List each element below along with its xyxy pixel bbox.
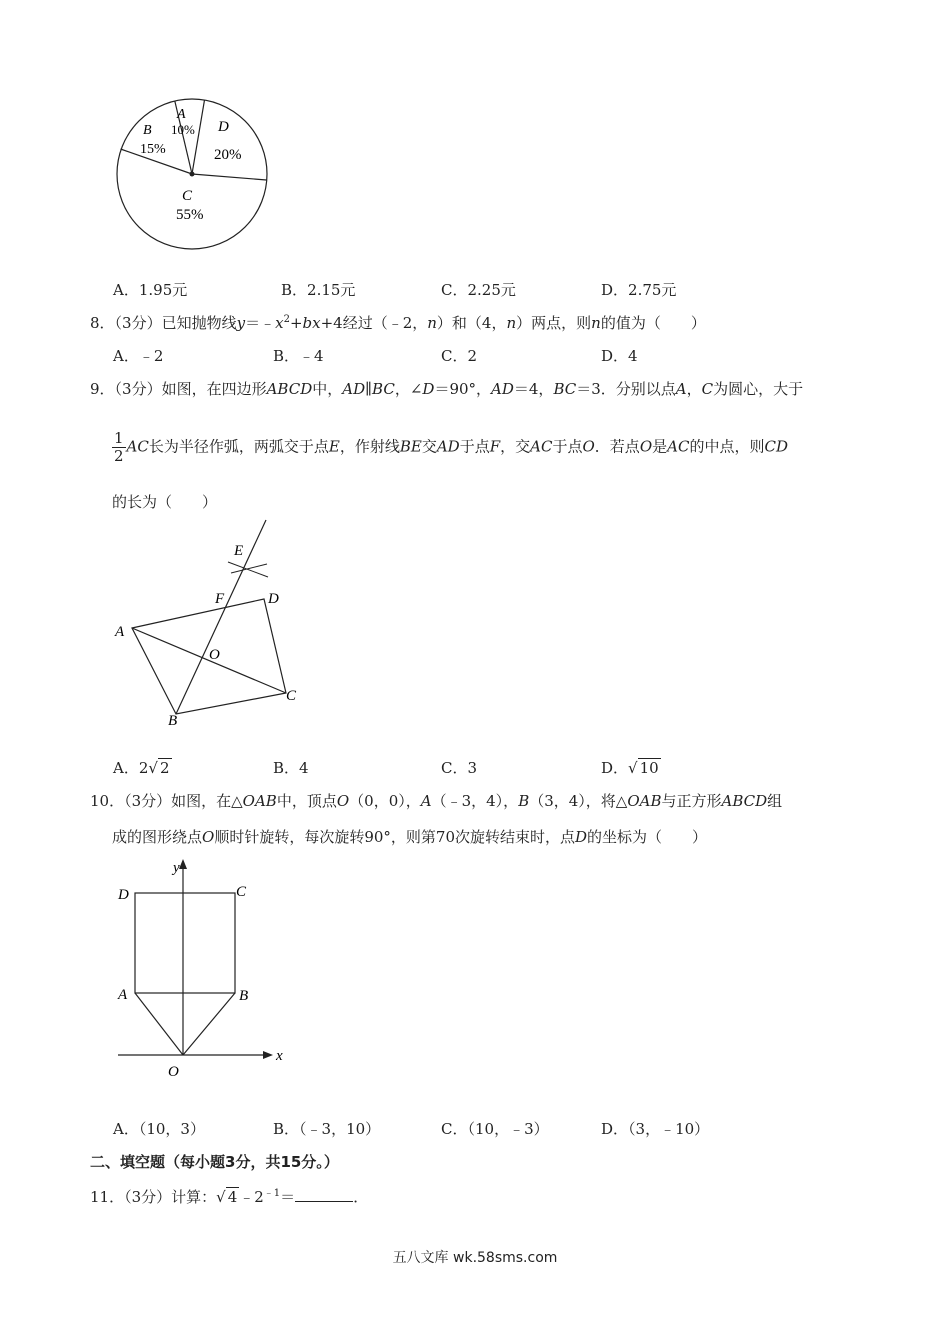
q8-var-n1: n <box>427 314 437 332</box>
q9-t7: ， <box>686 380 702 398</box>
q10-option-b[interactable]: B．（﹣3，10） <box>273 1120 381 1138</box>
q11-eq: ＝ <box>280 1188 296 1206</box>
q9-frac-den: 2 <box>114 447 124 465</box>
q9-t4: ＝90°， <box>434 380 492 398</box>
q9-t5: ＝4， <box>513 380 554 398</box>
q11-end: ． <box>353 1188 369 1206</box>
q10-option-a[interactable]: A．（10，3） <box>113 1120 205 1138</box>
sqrt-icon: √ 2 <box>148 759 170 777</box>
q10-stem-line1 <box>90 790 782 811</box>
q8-text-4: ）两点，则 <box>516 314 592 332</box>
y-axis-arrow-icon <box>179 859 187 869</box>
q9-option-a-radicand: 2 <box>159 759 170 777</box>
q9-l2-t4: 于点 <box>459 437 490 456</box>
q9-bc: BC <box>372 380 395 398</box>
q10-label-a: A <box>118 987 128 1003</box>
q9-label-b: B <box>168 713 178 729</box>
q9-l2-t3: 交 <box>421 437 437 456</box>
q9-option-d-radicand: 10 <box>639 759 659 777</box>
q9-stem-line2 <box>112 430 788 465</box>
q8-text-1: （3分）已知抛物线 <box>114 314 237 332</box>
q10-option-c[interactable]: C．（10，﹣3） <box>441 1120 549 1138</box>
q8-var-bx: bx <box>302 314 321 332</box>
q9-label-o: O <box>209 647 220 663</box>
q8-eq: ＝﹣ <box>245 314 276 332</box>
q11-exponent: ﹣1 <box>263 1188 281 1199</box>
q10-label-b: B <box>239 988 249 1004</box>
q9-option-a[interactable] <box>113 757 172 778</box>
q8-plus: + <box>289 314 303 332</box>
q9-l2-t9: 的中点，则 <box>689 437 765 456</box>
pie-label-c: C <box>182 188 193 204</box>
q10-abcd: ABCD <box>721 792 768 810</box>
q8-var-n2: n <box>506 314 517 332</box>
q9-option-b[interactable]: B．4 <box>273 759 309 777</box>
q9-stem-line1 <box>90 378 803 399</box>
q9-ad2: AD <box>491 380 514 398</box>
q9-c: C <box>701 380 714 398</box>
q10-label-d: D <box>118 887 129 903</box>
q9-stem-line3: 的长为（ ） <box>112 493 218 511</box>
q8-var-x: x <box>275 314 284 332</box>
q8-text-2: +4经过（﹣2， <box>320 314 428 332</box>
q10-option-d[interactable]: D．（3，﹣10） <box>601 1120 710 1138</box>
q7-option-a[interactable]: A．1.95元 <box>113 281 188 299</box>
q10-d: D <box>575 828 588 846</box>
q9-label-e: E <box>234 543 244 559</box>
q10-coordinate-figure <box>110 855 300 1085</box>
q9-l2-t2: ，作射线 <box>339 437 400 456</box>
q9-label-c: C <box>286 688 297 704</box>
q11-mid: ﹣2 <box>239 1188 264 1206</box>
q10-label-o: O <box>168 1064 179 1080</box>
q11-answer-blank[interactable] <box>295 1187 353 1202</box>
q9-geometry-figure <box>110 515 310 730</box>
q9-t0: 9．（3分）如图，在四边形 <box>90 380 267 398</box>
q10-o: O <box>336 792 350 810</box>
q9-l2-t8: 是 <box>652 437 668 456</box>
q9-l2-ac: AC <box>126 437 149 456</box>
q10-label-y: y <box>173 860 180 876</box>
q8-text-3: ）和（4， <box>436 314 507 332</box>
q11-stem <box>90 1184 368 1207</box>
sqrt-icon: √ 4 <box>216 1188 238 1206</box>
q10-oab: OAB <box>242 792 277 810</box>
pie-percent-c: 55% <box>176 207 204 223</box>
q8-var-y: y <box>236 314 246 332</box>
q10-t-d: （﹣3，4）， <box>431 792 519 810</box>
pie-divider-cd <box>192 174 267 180</box>
q9-d: D <box>422 380 435 398</box>
q8-option-c[interactable]: C．2 <box>441 347 478 365</box>
q9-abcd: ABCD <box>266 380 313 398</box>
q10-l2-c: 的坐标为（ ） <box>587 828 708 846</box>
q9-frac-num: 1 <box>114 429 124 447</box>
q7-option-b[interactable]: B．2.15元 <box>281 281 356 299</box>
q9-option-c[interactable]: C．3 <box>441 759 478 777</box>
q9-option-a-prefix: A．2 <box>113 759 149 777</box>
pie-chart-figure <box>110 92 280 262</box>
q10-oab2: OAB <box>627 792 662 810</box>
q8-option-b[interactable]: B．﹣4 <box>273 347 324 365</box>
q10-b: B <box>518 792 530 810</box>
q8-number: 8． <box>90 314 115 332</box>
q9-l2-e: E <box>328 437 340 456</box>
q9-l2-f: F <box>489 437 501 456</box>
q9-l2-t1: 长为半径作弧，两弧交于点 <box>148 437 329 456</box>
q9-arc-1 <box>228 562 268 577</box>
q9-ray-be <box>176 520 266 714</box>
q9-l2-t7: ．若点 <box>594 437 640 456</box>
q10-l2-b: 顺时针旋转，每次旋转90°，则第70次旋转结束时，点 <box>214 828 576 846</box>
x-axis-arrow-icon <box>263 1051 273 1059</box>
q9-option-d-prefix: D． <box>601 759 629 777</box>
q8-sup: 2 <box>283 314 290 325</box>
q10-t-b: 中，顶点 <box>276 792 337 810</box>
pie-percent-d: 20% <box>214 147 242 163</box>
q8-option-d[interactable]: D．4 <box>601 347 638 365</box>
q9-l2-ac3: AC <box>667 437 690 456</box>
q9-l2-cd: CD <box>764 437 788 456</box>
q9-t6: ＝3．分别以点 <box>576 380 676 398</box>
q7-option-c[interactable]: C．2.25元 <box>441 281 516 299</box>
pie-label-d: D <box>218 119 229 135</box>
q9-a: A <box>675 380 687 398</box>
q8-option-a[interactable]: A．﹣2 <box>113 347 164 365</box>
q10-label-x: x <box>276 1048 283 1064</box>
q8-stem <box>90 312 706 333</box>
q10-stem-line2 <box>112 826 707 847</box>
pie-percent-b: 15% <box>140 142 166 157</box>
q10-l2-a: 成的图形绕点 <box>112 828 203 846</box>
q9-option-d[interactable] <box>601 757 661 778</box>
q10-a: A <box>420 792 432 810</box>
q9-l2-ac2: AC <box>530 437 553 456</box>
q9-l2-t6: 于点 <box>552 437 583 456</box>
q10-t-g: 组 <box>767 792 783 810</box>
q9-l2-ad: AD <box>436 437 460 456</box>
pie-label-b: B <box>143 123 152 138</box>
q9-l2-o2: O <box>639 437 653 456</box>
q9-l2-t5: ，交 <box>500 437 531 456</box>
q9-t1: 中， <box>312 380 343 398</box>
q10-t-a: 10．（3分）如图，在△ <box>90 792 243 810</box>
q10-t-e: （3，4），将△ <box>529 792 628 810</box>
pie-label-a: A <box>177 107 186 122</box>
q10-segment-ob <box>183 993 235 1055</box>
q9-label-a: A <box>115 624 125 640</box>
sqrt-icon: √ 10 <box>628 759 659 777</box>
q9-fraction <box>112 430 126 465</box>
q9-ad: AD <box>342 380 366 398</box>
q9-t8: 为圆心，大于 <box>713 380 804 398</box>
q8-var-n3: n <box>591 314 601 332</box>
footer-watermark: 五八文库 wk.58sms.com <box>392 1250 558 1266</box>
q10-t-f: 与正方形 <box>661 792 722 810</box>
q10-o2: O <box>202 828 215 846</box>
section-heading: 二、填空题（每小题3分，共15分。） <box>90 1153 339 1171</box>
q10-segment-oa <box>135 993 183 1055</box>
q9-bc2: BC <box>553 380 577 398</box>
q9-t3: ，∠ <box>394 380 423 398</box>
pie-percent-a: 10% <box>171 122 195 137</box>
q7-option-d[interactable]: D．2.75元 <box>601 281 677 299</box>
q10-square-abcd <box>135 893 235 993</box>
pie-divider-ad <box>192 100 205 174</box>
q11-radicand: 4 <box>227 1188 238 1206</box>
q9-l2-o: O <box>582 437 595 456</box>
q10-t-c: （0，0）， <box>349 792 421 810</box>
q9-l2-be: BE <box>399 437 422 456</box>
q8-text-5: 的值为（ ） <box>600 314 706 332</box>
q9-label-d: D <box>268 591 279 607</box>
q10-label-c: C <box>236 884 247 900</box>
q9-t2: ∥ <box>365 380 373 398</box>
q9-label-f: F <box>215 591 225 607</box>
q11-prefix: 11．（3分）计算： <box>90 1188 217 1206</box>
